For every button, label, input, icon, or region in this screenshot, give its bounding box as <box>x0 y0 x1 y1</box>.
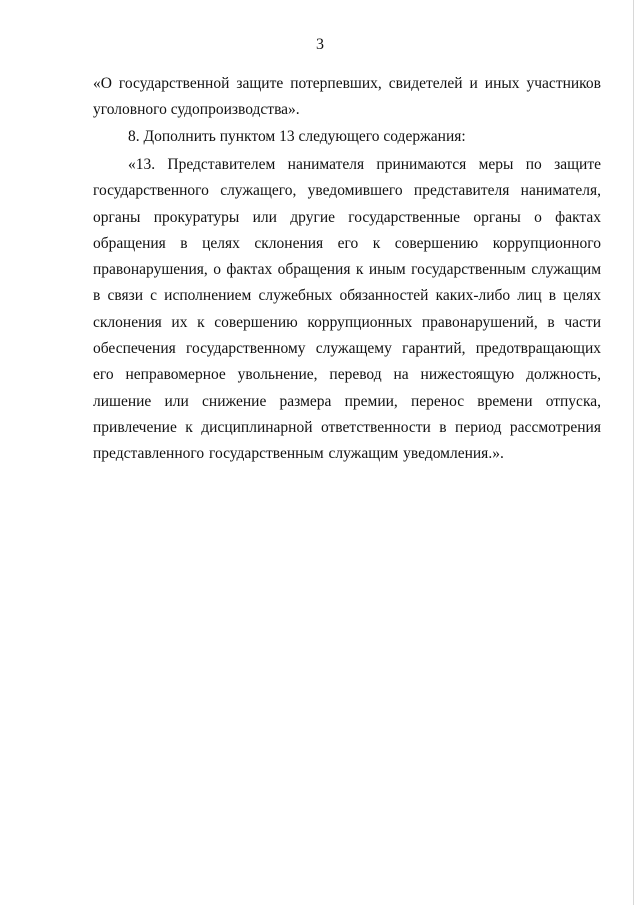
paragraph-text: «13. Представителем нанимателя принимаются меры по защите государственного служащего, уведомившего представителя нанимателя, органы прокуратуры или другие государственные органы о фактах обращения в целях склонения его к совершению коррупционного правонарушения, о фактах обращения к иным государственным служащим в связи с исполнением служебных обязанностей каких-либо лиц в целях склонения их к совершению коррупционных правонарушений, в части обеспечения государственному служащему гарантий, предотвращающих его неправомерное увольнение, перевод на нижестоящую должность, лишение или снижение размера премии, перенос времени отпуска, привлечение к дисциплинарной ответственности в период рассмотрения представленного государственным служащим уведомления.». <box>93 156 601 463</box>
page-number: 3 <box>316 36 324 53</box>
page-edge <box>633 0 634 905</box>
paragraph-text: 8. Дополнить пунктом 13 следующего содержания: <box>128 128 466 145</box>
paragraph-item-13 <box>93 152 601 468</box>
paragraph-text: «О государственной защите потерпевших, свидетелей и иных участников уголовного судопроизводства». <box>93 75 601 119</box>
paragraph-law-title-continuation <box>93 71 601 124</box>
paragraph-item-8 <box>93 124 601 150</box>
